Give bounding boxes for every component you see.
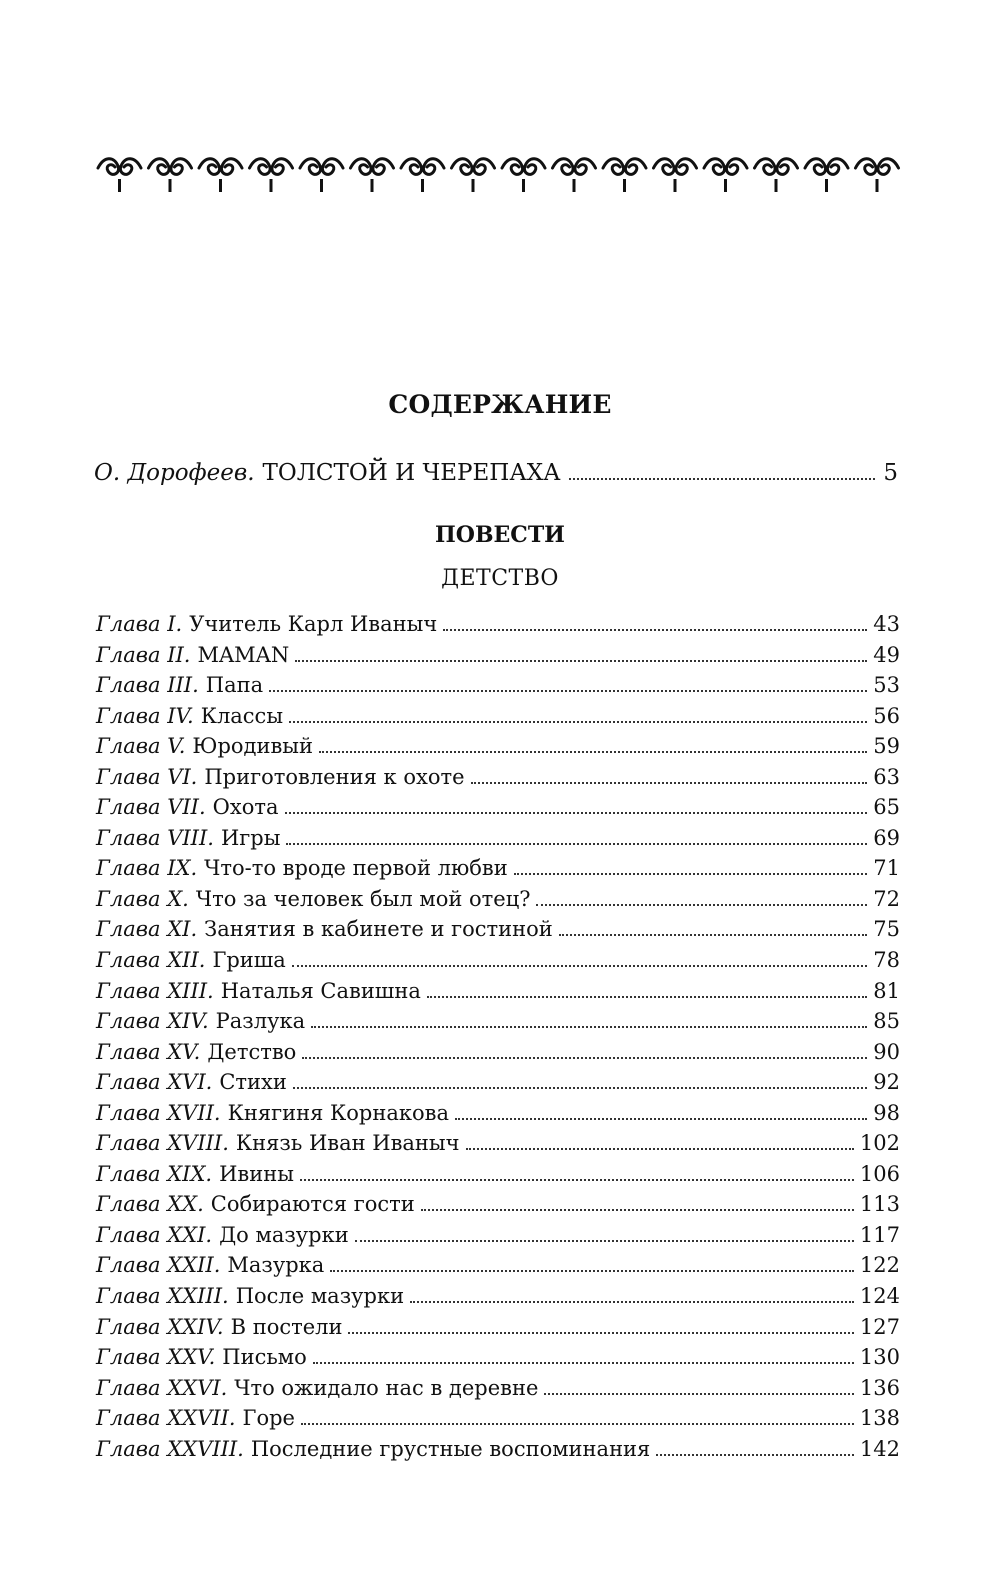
chapter-title: Учитель Карл Иваныч — [189, 612, 438, 636]
chapter-title: Горе — [242, 1406, 295, 1431]
chapter-entry — [96, 887, 900, 918]
chapter-page-number: 117 — [859, 1222, 900, 1247]
chapter-title: MAMAN — [197, 642, 290, 667]
dot-leader — [656, 1454, 854, 1456]
chapter-number: Глава XIX. — [96, 1161, 213, 1186]
chapter-entry — [96, 1315, 900, 1346]
chapter-number: Глава XXVI. — [96, 1375, 228, 1400]
chapter-page-number: 56 — [873, 703, 900, 728]
ornament-motif-icon — [351, 159, 394, 192]
dot-leader — [319, 751, 867, 753]
chapter-title: Папа — [205, 673, 264, 698]
chapter-entry — [96, 1131, 900, 1162]
dot-leader — [269, 690, 867, 692]
chapter-entry — [96, 1009, 900, 1040]
dot-leader — [410, 1301, 854, 1303]
dot-leader — [355, 1240, 854, 1242]
dot-leader — [471, 782, 868, 784]
chapter-page-number: 53 — [873, 673, 900, 698]
chapter-title: Детство — [207, 1039, 297, 1064]
chapter-page-number: 72 — [873, 886, 900, 911]
ornament-motif-icon — [553, 159, 596, 192]
chapter-title: Приготовления к охоте — [204, 764, 465, 789]
chapter-number: Глава VI. — [96, 764, 198, 789]
intro-page-number: 5 — [883, 460, 898, 486]
chapter-title: Охота — [212, 795, 279, 820]
chapter-title: Ивины — [219, 1161, 294, 1186]
section-title: ПОВЕСТИ — [435, 522, 565, 548]
ornament-motif-icon — [401, 159, 444, 192]
chapter-title: Юродивый — [192, 734, 313, 759]
chapter-title: Князь Иван Иваныч — [235, 1131, 460, 1156]
dot-leader — [427, 996, 867, 998]
ornament-motif-icon — [149, 159, 192, 192]
ornament-motif-icon — [755, 159, 798, 192]
dot-leader — [455, 1118, 867, 1120]
ornament-motif-icon — [98, 159, 141, 192]
ornament-motif-icon — [502, 159, 545, 192]
dot-leader — [569, 478, 876, 480]
chapter-page-number: 127 — [859, 1314, 900, 1339]
chapter-page-number: 69 — [873, 825, 900, 850]
chapter-entry — [96, 1070, 900, 1101]
chapter-number: Глава XII. — [96, 948, 206, 973]
ornament-motif-icon — [250, 159, 293, 192]
chapter-entry — [96, 704, 900, 735]
chapter-page-number: 142 — [859, 1436, 900, 1461]
chapter-number: Глава X. — [96, 886, 189, 911]
chapter-page-number: 124 — [859, 1284, 900, 1309]
dot-leader — [285, 812, 868, 814]
chapter-entry — [96, 795, 900, 826]
chapter-entry — [96, 856, 900, 887]
chapter-title: До мазурки — [219, 1222, 349, 1247]
dot-leader — [313, 1362, 854, 1364]
chapter-page-number: 122 — [859, 1253, 900, 1278]
chapter-title: Наталья Савишна — [220, 978, 421, 1003]
dot-leader — [544, 1393, 853, 1395]
chapter-entry — [96, 917, 900, 948]
chapter-page-number: 98 — [873, 1100, 900, 1125]
chapter-entry — [96, 673, 900, 704]
intro-title: ТОЛСТОЙ И ЧЕРЕПАХА — [262, 460, 561, 486]
chapter-entry — [96, 826, 900, 857]
ornament-motif-icon — [704, 159, 747, 192]
chapter-number: Глава XX. — [96, 1192, 204, 1217]
chapter-number: Глава XVII. — [96, 1100, 221, 1125]
chapter-number: Глава VII. — [96, 795, 206, 820]
ornament-motif-icon — [300, 159, 343, 192]
chapter-number: Глава XXVII. — [96, 1406, 236, 1431]
chapter-page-number: 92 — [873, 1070, 900, 1095]
chapter-title: Письмо — [222, 1345, 307, 1370]
chapter-page-number: 59 — [873, 734, 900, 759]
dot-leader — [302, 1057, 867, 1059]
chapter-title: Собираются гости — [210, 1192, 415, 1217]
dot-leader — [536, 904, 867, 906]
chapter-number: Глава I. — [96, 612, 183, 636]
chapter-number: Глава XXII. — [96, 1253, 221, 1278]
chapter-title: Последние грустные воспоминания — [250, 1436, 651, 1461]
chapter-number: Глава III. — [96, 673, 199, 698]
chapter-number: Глава XXIII. — [96, 1284, 229, 1309]
chapter-entry — [96, 765, 900, 796]
chapter-title: Стихи — [219, 1070, 287, 1095]
chapter-list — [96, 612, 900, 1467]
chapter-title: После мазурки — [235, 1284, 405, 1309]
chapter-page-number: 81 — [873, 978, 900, 1003]
chapter-page-number: 113 — [859, 1192, 900, 1217]
chapter-entry — [96, 1223, 900, 1254]
chapter-entry — [96, 948, 900, 979]
chapter-number: Глава XXVIII. — [96, 1436, 244, 1461]
chapter-title: Что за человек был мой отец? — [195, 886, 531, 911]
chapter-number: Глава XVIII. — [96, 1131, 229, 1156]
dot-leader — [514, 873, 868, 875]
chapter-title: Разлука — [215, 1009, 306, 1034]
chapter-number: Глава XXIV. — [96, 1314, 224, 1339]
dot-leader — [295, 660, 867, 662]
dot-leader — [443, 629, 867, 631]
chapter-page-number: 63 — [873, 764, 900, 789]
ornament-motif-icon — [603, 159, 646, 192]
chapter-entry — [96, 1437, 900, 1468]
ornament-motif-icon — [452, 159, 495, 192]
chapter-page-number: 78 — [873, 948, 900, 973]
chapter-number: Глава XXV. — [96, 1345, 216, 1370]
chapter-entry — [96, 1162, 900, 1193]
dot-leader — [286, 843, 867, 845]
chapter-page-number: 138 — [859, 1406, 900, 1431]
chapter-number: Глава IV. — [96, 703, 194, 728]
chapter-number: Глава II. — [96, 642, 191, 667]
chapter-page-number: 65 — [873, 795, 900, 820]
chapter-title: В постели — [230, 1314, 343, 1339]
chapter-number: Глава XV. — [96, 1039, 201, 1064]
chapter-entry — [96, 612, 900, 643]
chapter-page-number: 71 — [873, 856, 900, 881]
chapter-number: Глава VIII. — [96, 825, 214, 850]
table-of-contents-title: СОДЕРЖАНИЕ — [388, 390, 612, 419]
chapter-entry — [96, 1284, 900, 1315]
chapter-number: Глава XIII. — [96, 978, 214, 1003]
intro-author: О. Дорофеев. — [94, 460, 255, 486]
chapter-title: Гриша — [212, 948, 286, 973]
chapter-entry — [96, 1101, 900, 1132]
ornament-motif-icon — [654, 159, 697, 192]
dot-leader — [311, 1026, 867, 1028]
subsection-title: ДЕТСТВО — [441, 566, 559, 591]
chapter-title: Игры — [220, 825, 281, 850]
chapter-title: Что ожидало нас в деревне — [234, 1375, 539, 1400]
ornament-motif-icon — [805, 159, 848, 192]
dot-leader — [559, 934, 867, 936]
chapter-page-number: 106 — [859, 1161, 900, 1186]
chapter-entry — [96, 1345, 900, 1376]
chapter-page-number: 75 — [873, 917, 900, 942]
dot-leader — [292, 965, 867, 967]
chapter-page-number: 130 — [859, 1345, 900, 1370]
decorative-ornament-border — [94, 138, 902, 200]
dot-leader — [289, 721, 867, 723]
chapter-entry — [96, 1406, 900, 1437]
chapter-title: Что-то вроде первой любви — [204, 856, 508, 881]
chapter-page-number: 49 — [873, 642, 900, 667]
chapter-page-number: 102 — [859, 1131, 900, 1156]
dot-leader — [348, 1332, 853, 1334]
chapter-number: Глава IX. — [96, 856, 198, 881]
chapter-number: Глава XI. — [96, 917, 198, 942]
chapter-entry — [96, 1040, 900, 1071]
chapter-number: Глава XIV. — [96, 1009, 209, 1034]
chapter-entry — [96, 1192, 900, 1223]
chapter-page-number: 90 — [873, 1039, 900, 1064]
chapter-number: Глава XXI. — [96, 1222, 213, 1247]
chapter-entry — [96, 734, 900, 765]
chapter-number: Глава V. — [96, 734, 186, 759]
dot-leader — [300, 1179, 854, 1181]
chapter-number: Глава XVI. — [96, 1070, 213, 1095]
ornament-motif-icon — [856, 159, 899, 192]
chapter-page-number: 43 — [873, 612, 900, 636]
chapter-title: Классы — [200, 703, 284, 728]
chapter-entry — [96, 643, 900, 674]
chapter-title: Мазурка — [227, 1253, 325, 1278]
dot-leader — [466, 1148, 854, 1150]
dot-leader — [301, 1423, 854, 1425]
chapter-title: Занятия в кабинете и гостиной — [204, 917, 553, 942]
chapter-entry — [96, 1253, 900, 1284]
chapter-entry — [96, 979, 900, 1010]
chapter-page-number: 136 — [859, 1375, 900, 1400]
ornament-motif-icon — [199, 159, 242, 192]
chapter-page-number: 85 — [873, 1009, 900, 1034]
dot-leader — [330, 1270, 854, 1272]
chapter-entry — [96, 1376, 900, 1407]
chapter-title: Княгиня Корнакова — [227, 1100, 449, 1125]
dot-leader — [293, 1087, 867, 1089]
dot-leader — [421, 1209, 854, 1211]
intro-entry — [94, 460, 898, 486]
